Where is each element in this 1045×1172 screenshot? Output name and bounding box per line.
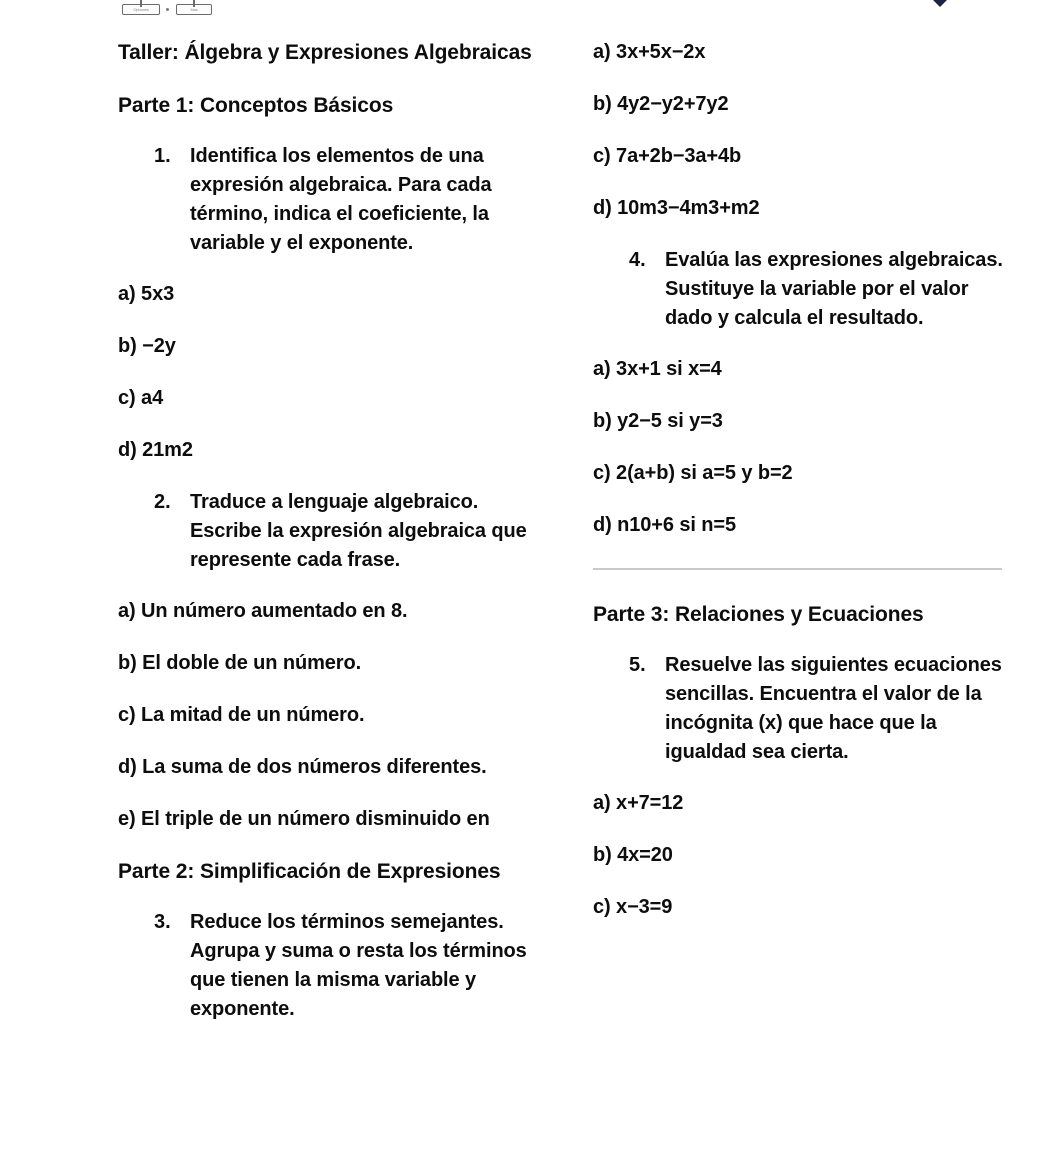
page-title: Taller: Álgebra y Expresiones Algebraicas — [118, 41, 532, 64]
item3-option-c: c) 7a+2b−3a+4b — [593, 145, 742, 167]
item5-option-c: c) x−3=9 — [593, 896, 673, 918]
section-heading-parte-3: Parte 3: Relaciones y Ecuaciones — [593, 603, 924, 626]
item3-option-d: d) 10m3−4m3+m2 — [593, 197, 760, 219]
item4-option-d: d) n10+6 si n=5 — [593, 514, 737, 536]
toolbar-chip-more[interactable] — [176, 4, 212, 15]
item2-option-a: a) Un número aumentado en 8. — [118, 600, 408, 622]
list-item-2 — [118, 488, 538, 575]
chevron-down-icon[interactable] — [926, 0, 954, 7]
list-item-3-text: Reduce los términos semejantes. Agrupa y suma o resta los términos que tienen la misma variable y exponente. — [190, 911, 527, 1020]
list-item-1 — [118, 142, 538, 258]
toolbar-chip-options[interactable] — [122, 4, 160, 15]
left-column — [118, 38, 538, 1046]
section-heading-parte-1: Parte 1: Conceptos Básicos — [118, 94, 394, 117]
list-item-3-number: 3. — [154, 911, 171, 933]
item4-option-a: a) 3x+1 si x=4 — [593, 358, 722, 380]
list-item-5 — [593, 651, 1005, 767]
item4-option-c: c) 2(a+b) si a=5 y b=2 — [593, 462, 793, 484]
toolbar-chip-more-label: Mas — [190, 6, 198, 12]
item2-option-c: c) La mitad de un número. — [118, 704, 365, 726]
item2-option-e: e) El triple de un número disminuido en — [118, 808, 490, 830]
chip-stem — [193, 0, 195, 7]
chip-stem — [140, 0, 142, 7]
item2-option-d: d) La suma de dos números diferentes. — [118, 756, 487, 778]
section-heading-parte-2: Parte 2: Simplificación de Expresiones — [118, 860, 501, 883]
toolbar-separator-dot — [166, 8, 169, 11]
item1-option-c: c) a4 — [118, 387, 164, 409]
item5-option-b: b) 4x=20 — [593, 844, 673, 866]
item1-option-d: d) 21m2 — [118, 439, 193, 461]
item3-option-a: a) 3x+5x−2x — [593, 41, 706, 63]
item4-option-b: b) y2−5 si y=3 — [593, 410, 723, 432]
list-item-2-text: Traduce a lenguaje algebraico. Escribe la expresión algebraica que represente cada frase. — [190, 491, 527, 571]
list-item-4 — [593, 246, 1005, 333]
item2-option-b: b) El doble de un número. — [118, 652, 362, 674]
item5-option-a: a) x+7=12 — [593, 792, 684, 814]
list-item-1-text: Identifica los elementos de una expresión algebraica. Para cada término, indica el coeficiente, la variable y el exponente. — [190, 145, 492, 254]
item3-option-b: b) 4y2−y2+7y2 — [593, 93, 729, 115]
list-item-1-number: 1. — [154, 145, 171, 167]
toolbar-chip-options-label: Opciones — [133, 6, 149, 12]
list-item-4-number: 4. — [629, 249, 646, 271]
list-item-3 — [118, 908, 538, 1024]
top-toolbar-strip — [0, 0, 1045, 22]
list-item-4-text: Evalúa las expresiones algebraicas. Sustituye la variable por el valor dado y calcula el resultado. — [665, 249, 1003, 329]
item1-option-a: a) 5x3 — [118, 283, 175, 305]
item1-option-b: b) −2y — [118, 335, 176, 357]
section-divider — [593, 568, 1002, 570]
right-column — [593, 38, 1005, 945]
list-item-5-text: Resuelve las siguientes ecuaciones sencillas. Encuentra el valor de la incógnita (x) que hace que la igualdad sea cierta. — [665, 654, 1002, 763]
list-item-2-number: 2. — [154, 491, 171, 513]
list-item-5-number: 5. — [629, 654, 646, 676]
